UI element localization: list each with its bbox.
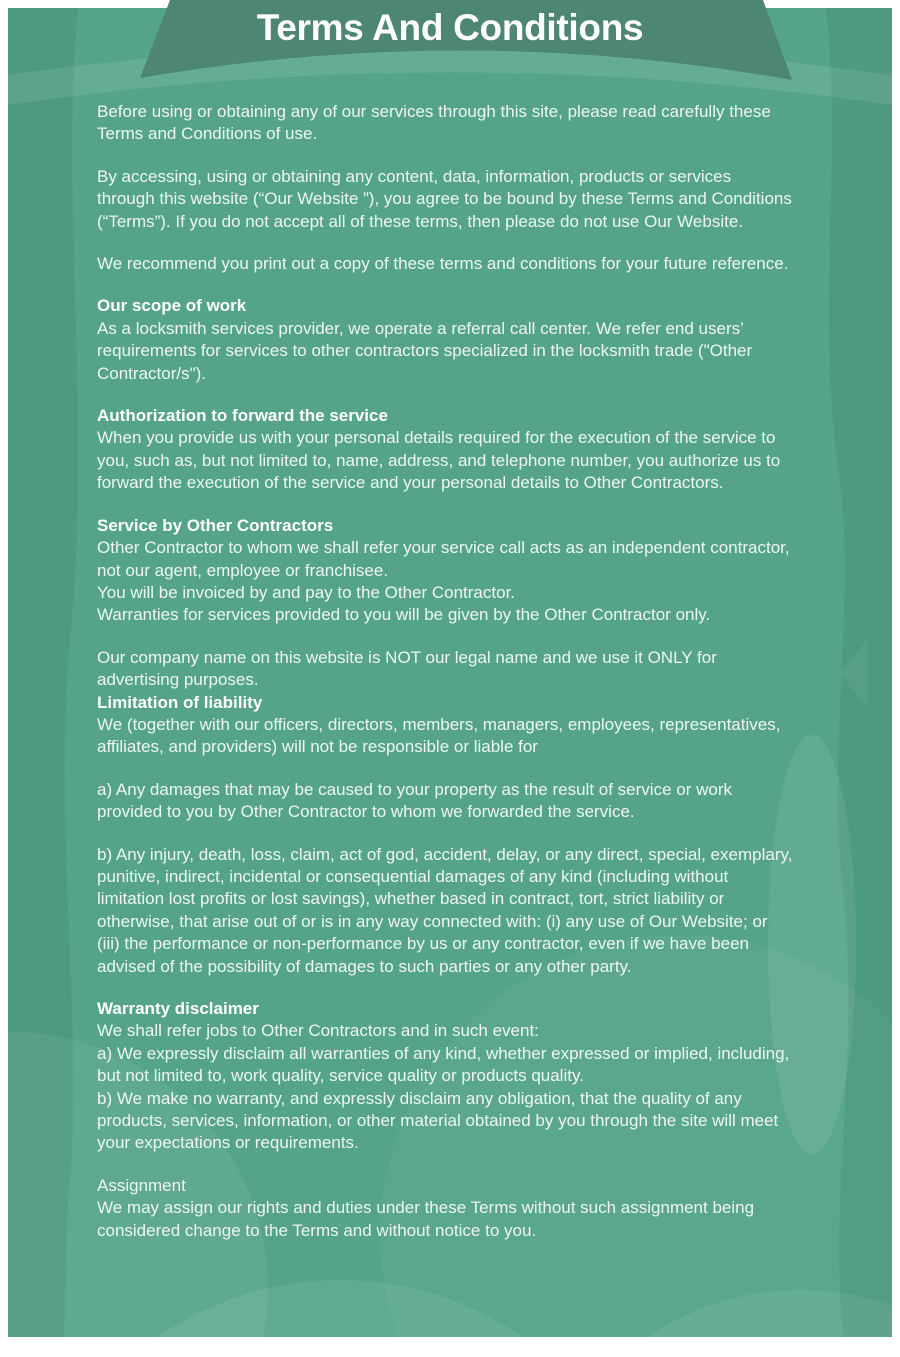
terms-section [97,1175,793,1242]
section-paragraph: You will be invoiced by and pay to the Other Contractor. [97,582,516,602]
page-title: Terms And Conditions [256,7,644,48]
section-paragraph: By accessing, using or obtaining any content, data, information, products or services through this website (“Our Website ”), you agree to be bound by these Terms and Conditions (“Terms”). If you do not accept all of these terms, then please do not use Our Website. [97,166,792,231]
terms-section [97,692,793,759]
section-paragraph: When you provide us with your personal details required for the execution of the service to you, such as, but not limited to, name, address, and telephone number, you authorize us to forward the execution of the service and your personal details to Other Contractors. [97,428,781,493]
section-heading: Warranty disclaimer [97,999,259,1018]
section-paragraph: As a locksmith services provider, we operate a referral call center. We refer end users’ requirements for services to other contractors specialized in the locksmith trade ("Other Contractor/s"). [97,318,753,383]
terms-section [97,779,793,824]
section-paragraph: Other Contractor to whom we shall refer your service call acts as an independent contractor, not our agent, employee or franchisee. [97,538,790,580]
section-paragraph: We shall refer jobs to Other Contractors and in such event: [97,1021,539,1041]
section-paragraph: b) Any injury, death, loss, claim, act of god, accident, delay, or any direct, special, exemplary, punitive, indirect, incidental or consequential damages of any kind (including without limitation lost profits or lost savings), whether based in contract, tort, strict liability or otherwise, that arise out of or is in any way connected with: (i) any use of Our Website; or (iii) the performance or non-performance by us or any contractor, even if we have been advised of the possibility of damages to such parties or any other party. [97,844,793,976]
section-heading: Our scope of work [97,296,247,316]
terms-section [97,101,793,146]
section-paragraph: Our company name on this website is NOT our legal name and we use it ONLY for advertising purposes. [97,647,717,690]
section-paragraph: We recommend you print out a copy of these terms and conditions for your future reference. [97,254,789,274]
section-paragraph: a) We expressly disclaim all warranties of any kind, whether expressed or implied, including, but not limited to, work quality, service quality or products quality. [97,1043,790,1086]
terms-section [97,515,793,627]
section-paragraph: a) Any damages that may be caused to your property as the result of service or work provided to you by Other Contractor to whom we forwarded the service. [97,779,732,822]
section-heading: Authorization to forward the service [97,406,388,426]
section-heading: Limitation of liability [97,692,263,712]
section-paragraph: Before using or obtaining any of our services through this site, please read carefully these Terms and Conditions of use. [97,102,771,144]
terms-section [97,405,793,495]
section-paragraph: Assignment [97,1175,186,1195]
section-heading: Service by Other Contractors [97,515,334,535]
terms-section [97,998,793,1155]
section-paragraph: b) We make no warranty, and expressly disclaim any obligation, that the quality of any products, services, information, or other material obtained by you through the site will meet your expectations or requirements. [97,1088,779,1153]
terms-section [97,166,793,233]
terms-content [97,101,793,1242]
section-paragraph: Warranties for services provided to you will be given by the Other Contractor only. [97,605,711,625]
terms-section [97,253,793,275]
section-paragraph: We (together with our officers, directors, members, managers, employees, representatives, affiliates, and providers) will not be responsible or liable for [97,714,781,757]
terms-section [97,295,793,385]
terms-section [97,647,793,692]
terms-section [97,844,793,978]
section-paragraph: We may assign our rights and duties under these Terms without such assignment being considered change to the Terms and without notice to you. [97,1198,755,1240]
